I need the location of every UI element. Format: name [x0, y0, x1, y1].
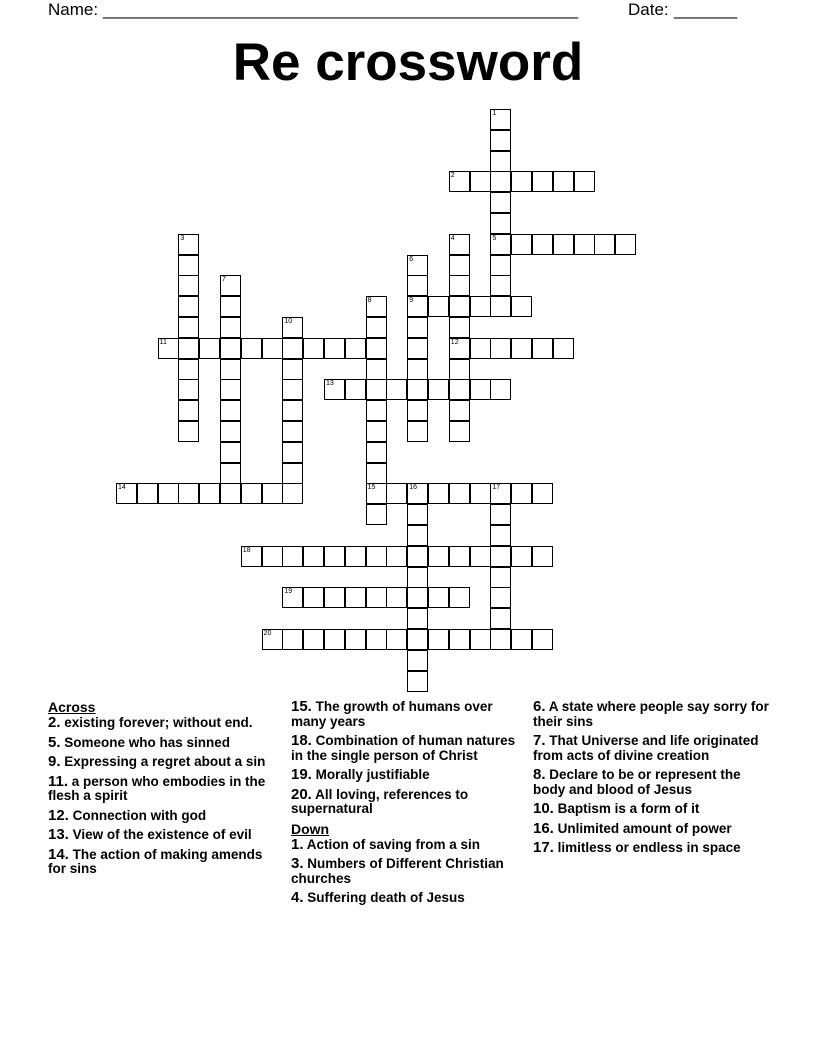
clue-text: Unlimited amount of power: [553, 820, 732, 836]
clue-number-label: 6: [409, 255, 414, 263]
grid-cell[interactable]: [158, 483, 179, 504]
clue-number-label: 12: [450, 338, 459, 346]
grid-cell[interactable]: [511, 296, 532, 317]
grid-cell[interactable]: [449, 421, 470, 442]
grid-cell[interactable]: [511, 171, 532, 192]
grid-cell[interactable]: [303, 546, 324, 567]
clue-number: 6.: [533, 698, 546, 715]
grid-cell[interactable]: [449, 483, 470, 504]
grid-cell[interactable]: [428, 296, 449, 317]
clue-number-label: 20: [263, 630, 272, 637]
clue-text: Someone who has sinned: [60, 734, 231, 750]
clue-number-label: 17: [492, 484, 501, 492]
clue-text: Suffering death of Jesus: [303, 890, 465, 905]
grid-cell[interactable]: [178, 379, 199, 400]
clue-number-label: 8: [367, 297, 372, 305]
grid-cell[interactable]: [470, 629, 491, 650]
grid-cell[interactable]: [220, 359, 241, 380]
grid-cell[interactable]: [178, 400, 199, 421]
grid-cell[interactable]: [407, 546, 428, 567]
grid-cell[interactable]: [449, 359, 470, 380]
grid-cell[interactable]: [282, 400, 303, 421]
grid-cell[interactable]: [428, 587, 449, 608]
clue-across: [291, 768, 527, 783]
down-heading: Down: [291, 820, 330, 837]
grid-cell[interactable]: [574, 171, 595, 192]
clue-across: [291, 785, 527, 817]
grid-cell[interactable]: [366, 504, 387, 525]
date-label: Date:: [628, 0, 669, 19]
grid-cell[interactable]: [407, 359, 428, 380]
grid-cell[interactable]: [366, 546, 387, 567]
clue-text: Combination of human natures in the single person of Christ: [291, 733, 516, 763]
grid-cell[interactable]: [220, 317, 241, 338]
across-heading: Across: [48, 699, 96, 715]
grid-cell[interactable]: [345, 587, 366, 608]
grid-cell[interactable]: [345, 546, 366, 567]
clues-column-2: [291, 700, 527, 911]
grid-cell[interactable]: [116, 483, 137, 504]
clue-down: [533, 819, 769, 837]
clue-across: [48, 828, 284, 843]
clue-number-label: 14: [118, 484, 126, 492]
clue-down: [533, 700, 769, 729]
grid-cell[interactable]: [366, 421, 387, 442]
grid-cell[interactable]: [574, 234, 595, 255]
grid-cell[interactable]: [615, 234, 636, 255]
grid-cell[interactable]: [282, 587, 303, 608]
grid-cell[interactable]: [449, 317, 470, 338]
grid-cell[interactable]: [407, 255, 428, 276]
clue-across: [48, 772, 284, 804]
grid-cell[interactable]: [407, 379, 428, 400]
grid-cell[interactable]: [407, 587, 428, 608]
grid-cell[interactable]: [220, 275, 241, 296]
grid-cell[interactable]: [553, 234, 574, 255]
grid-cell[interactable]: [282, 359, 303, 380]
grid-cell[interactable]: [282, 546, 303, 567]
clue-down: [533, 768, 769, 797]
grid-cell[interactable]: [366, 629, 387, 650]
grid-cell[interactable]: [303, 629, 324, 650]
clue-number-label: 9: [409, 297, 414, 305]
grid-cell[interactable]: [428, 483, 449, 504]
grid-cell[interactable]: [178, 421, 199, 442]
grid-cell[interactable]: [220, 338, 241, 359]
grid-cell[interactable]: [178, 234, 199, 255]
grid-cell[interactable]: [407, 275, 428, 296]
grid-cell[interactable]: [511, 338, 532, 359]
grid-cell[interactable]: [220, 400, 241, 421]
grid-cell[interactable]: [594, 234, 615, 255]
clue-number-label: 7: [222, 276, 226, 284]
grid-cell[interactable]: [490, 525, 511, 546]
grid-cell[interactable]: [407, 525, 428, 546]
grid-cell[interactable]: [324, 338, 345, 359]
grid-cell[interactable]: [199, 338, 220, 359]
grid-cell[interactable]: [511, 546, 532, 567]
grid-cell[interactable]: [282, 629, 303, 650]
clue-number-label: 15: [367, 484, 376, 492]
clue-text: a person who embodies in the flesh a spirit: [48, 773, 266, 803]
grid-cell[interactable]: [303, 587, 324, 608]
grid-cell[interactable]: [407, 650, 428, 671]
clue-number-label: 2: [450, 172, 455, 180]
grid-cell[interactable]: [220, 463, 241, 484]
grid-cell[interactable]: [490, 192, 511, 213]
grid-cell[interactable]: [282, 317, 303, 338]
grid-cell[interactable]: [366, 483, 387, 504]
clue-number-label: 3: [180, 234, 185, 242]
grid-cell[interactable]: [178, 338, 199, 359]
clue-number: 19.: [291, 766, 312, 783]
grid-cell[interactable]: [490, 338, 511, 359]
clue-number: 2.: [48, 714, 61, 731]
grid-cell[interactable]: [366, 463, 387, 484]
grid-cell[interactable]: [178, 359, 199, 380]
grid-cell[interactable]: [407, 629, 428, 650]
grid-cell[interactable]: [449, 338, 470, 359]
grid-cell[interactable]: [428, 546, 449, 567]
clue-down: [291, 891, 527, 906]
clue-number-label: 13: [326, 380, 334, 388]
grid-cell[interactable]: [366, 317, 387, 338]
clue-down: [291, 835, 527, 853]
clue-down: [533, 802, 769, 817]
grid-cell[interactable]: [241, 483, 262, 504]
clue-text: The action of making amends for sins: [48, 846, 263, 876]
clue-text: Action of saving from a sin: [303, 836, 481, 852]
grid-cell[interactable]: [490, 275, 511, 296]
clue-number: 4.: [291, 889, 304, 906]
grid-cell[interactable]: [262, 483, 283, 504]
clue-down: [291, 857, 527, 886]
grid-cell[interactable]: [262, 546, 283, 567]
clue-number: 15.: [291, 698, 312, 715]
grid-cell[interactable]: [470, 483, 491, 504]
clue-number-label: 4: [450, 234, 455, 242]
clue-across: [48, 845, 284, 877]
grid-cell[interactable]: [490, 546, 511, 567]
grid-cell[interactable]: [407, 338, 428, 359]
grid-cell[interactable]: [262, 338, 283, 359]
clues-column-1: [48, 700, 284, 882]
grid-cell[interactable]: [178, 255, 199, 276]
clue-text: Declare to be or represent the body and blood of Jesus: [533, 767, 741, 797]
grid-cell[interactable]: [199, 483, 220, 504]
clue-number: 9.: [48, 753, 61, 770]
grid-cell[interactable]: [345, 629, 366, 650]
grid-cell[interactable]: [490, 608, 511, 629]
grid-cell[interactable]: [511, 629, 532, 650]
grid-cell[interactable]: [324, 629, 345, 650]
grid-cell[interactable]: [470, 296, 491, 317]
clue-text: Numbers of Different Christian churches: [291, 856, 504, 886]
grid-cell[interactable]: [449, 171, 470, 192]
grid-cell[interactable]: [553, 171, 574, 192]
grid-cell[interactable]: [178, 275, 199, 296]
clue-across: [48, 806, 284, 824]
grid-cell[interactable]: [178, 296, 199, 317]
grid-cell[interactable]: [490, 483, 511, 504]
clue-text: existing forever; without end.: [60, 715, 253, 730]
grid-cell[interactable]: [490, 130, 511, 151]
clue-number: 10.: [533, 800, 554, 817]
page-title: Re crossword: [232, 33, 584, 92]
grid-cell[interactable]: [386, 379, 407, 400]
grid-cell[interactable]: [449, 275, 470, 296]
clue-number: 18.: [291, 732, 312, 749]
grid-cell[interactable]: [366, 400, 387, 421]
grid-cell[interactable]: [490, 504, 511, 525]
clue-number: 5.: [48, 733, 61, 751]
grid-cell[interactable]: [407, 567, 428, 588]
grid-cell[interactable]: [428, 379, 449, 400]
clue-across: [291, 734, 527, 763]
grid-cell[interactable]: [220, 421, 241, 442]
clue-number: 3.: [291, 855, 304, 872]
clue-number: 7.: [533, 732, 546, 749]
grid-cell[interactable]: [490, 587, 511, 608]
clue-number-label: 11: [159, 338, 167, 346]
clue-number: 12.: [48, 806, 69, 824]
grid-cell[interactable]: [490, 151, 511, 172]
grid-cell[interactable]: [324, 379, 345, 400]
grid-cell[interactable]: [532, 483, 553, 504]
grid-cell[interactable]: [490, 567, 511, 588]
clue-across: [48, 755, 284, 770]
clue-number: 20.: [291, 785, 312, 803]
grid-cell[interactable]: [366, 359, 387, 380]
grid-cell[interactable]: [345, 379, 366, 400]
grid-cell[interactable]: [282, 442, 303, 463]
grid-cell[interactable]: [407, 421, 428, 442]
grid-cell[interactable]: [407, 296, 428, 317]
grid-cell[interactable]: [490, 255, 511, 276]
grid-cell[interactable]: [324, 587, 345, 608]
grid-cell[interactable]: [470, 171, 491, 192]
clue-number: 11.: [48, 772, 69, 790]
grid-cell[interactable]: [386, 629, 407, 650]
clue-text: Morally justifiable: [311, 767, 430, 782]
clue-down: [533, 734, 769, 763]
clue-number-label: 16: [409, 484, 417, 492]
grid-cell[interactable]: [178, 483, 199, 504]
clue-text: limitless or endless in space: [553, 840, 741, 855]
grid-cell[interactable]: [490, 171, 511, 192]
date-field[interactable]: _______: [674, 0, 737, 19]
grid-cell[interactable]: [366, 338, 387, 359]
grid-cell[interactable]: [490, 109, 511, 130]
name-label: Name:: [48, 0, 99, 19]
clue-number: 1.: [291, 835, 304, 853]
grid-cell[interactable]: [449, 629, 470, 650]
grid-cell[interactable]: [241, 546, 262, 567]
clue-number-label: 19: [284, 588, 293, 596]
grid-cell[interactable]: [470, 546, 491, 567]
grid-cell[interactable]: [366, 587, 387, 608]
clue-text: Baptism is a form of it: [553, 801, 700, 816]
grid-cell[interactable]: [490, 629, 511, 650]
grid-cell[interactable]: [220, 442, 241, 463]
clue-number-label: 10: [284, 318, 293, 325]
grid-cell[interactable]: [220, 296, 241, 317]
grid-cell[interactable]: [407, 671, 428, 692]
clue-text: That Universe and life originated from acts of divine creation: [533, 733, 759, 763]
grid-cell[interactable]: [449, 379, 470, 400]
clue-number: 8.: [533, 766, 546, 783]
clue-number: 14.: [48, 845, 69, 863]
grid-cell[interactable]: [470, 379, 491, 400]
clue-text: The growth of humans over many years: [291, 699, 493, 729]
grid-cell[interactable]: [428, 629, 449, 650]
grid-cell[interactable]: [490, 213, 511, 234]
grid-cell[interactable]: [532, 234, 553, 255]
grid-cell[interactable]: [158, 338, 179, 359]
grid-cell[interactable]: [511, 483, 532, 504]
grid-cell[interactable]: [282, 338, 303, 359]
grid-cell[interactable]: [178, 317, 199, 338]
clue-number: 16.: [533, 819, 554, 837]
grid-cell[interactable]: [470, 338, 491, 359]
grid-cell[interactable]: [449, 234, 470, 255]
grid-cell[interactable]: [366, 379, 387, 400]
clue-number-label: 5: [492, 234, 497, 242]
grid-cell[interactable]: [407, 317, 428, 338]
clue-number-label: 18: [242, 546, 251, 554]
clues-column-3: [533, 700, 769, 861]
clue-number: 13.: [48, 826, 69, 843]
grid-cell[interactable]: [449, 546, 470, 567]
grid-cell[interactable]: [490, 379, 511, 400]
grid-cell[interactable]: [407, 504, 428, 525]
grid-cell[interactable]: [282, 463, 303, 484]
grid-cell[interactable]: [220, 483, 241, 504]
clue-across: [291, 700, 527, 729]
clue-across: [48, 733, 284, 751]
grid-cell[interactable]: [282, 379, 303, 400]
clue-across: [48, 716, 284, 731]
grid-cell[interactable]: [449, 587, 470, 608]
grid-cell[interactable]: [407, 400, 428, 421]
grid-cell[interactable]: [282, 421, 303, 442]
clue-text: A state where people say sorry for their sins: [533, 699, 769, 729]
grid-cell[interactable]: [553, 338, 574, 359]
grid-cell[interactable]: [532, 338, 553, 359]
clue-number: 17.: [533, 839, 554, 856]
grid-cell[interactable]: [366, 442, 387, 463]
grid-cell[interactable]: [490, 234, 511, 255]
grid-cell[interactable]: [345, 338, 366, 359]
grid-cell[interactable]: [386, 546, 407, 567]
clue-text: All loving, references to supernatural: [291, 786, 469, 816]
grid-cell[interactable]: [386, 483, 407, 504]
grid-cell[interactable]: [241, 338, 262, 359]
grid-cell[interactable]: [282, 483, 303, 504]
grid-cell[interactable]: [532, 546, 553, 567]
grid-cell[interactable]: [449, 296, 470, 317]
clue-down: [533, 841, 769, 856]
clue-number-label: 1: [492, 110, 497, 117]
name-field[interactable]: _____________________________________________________: [103, 0, 578, 19]
grid-cell[interactable]: [449, 400, 470, 421]
grid-cell[interactable]: [137, 483, 158, 504]
grid-cell[interactable]: [220, 379, 241, 400]
grid-cell[interactable]: [366, 296, 387, 317]
grid-cell[interactable]: [407, 483, 428, 504]
clue-text: Connection with god: [68, 807, 207, 823]
clue-text: Expressing a regret about a sin: [60, 754, 266, 769]
grid-cell[interactable]: [511, 234, 532, 255]
grid-cell[interactable]: [262, 629, 283, 650]
grid-cell[interactable]: [490, 296, 511, 317]
grid-cell[interactable]: [303, 338, 324, 359]
clue-text: View of the existence of evil: [68, 827, 252, 842]
grid-cell[interactable]: [449, 255, 470, 276]
grid-cell[interactable]: [407, 608, 428, 629]
grid-cell[interactable]: [532, 629, 553, 650]
grid-cell[interactable]: [532, 171, 553, 192]
grid-cell[interactable]: [324, 546, 345, 567]
grid-cell[interactable]: [386, 587, 407, 608]
